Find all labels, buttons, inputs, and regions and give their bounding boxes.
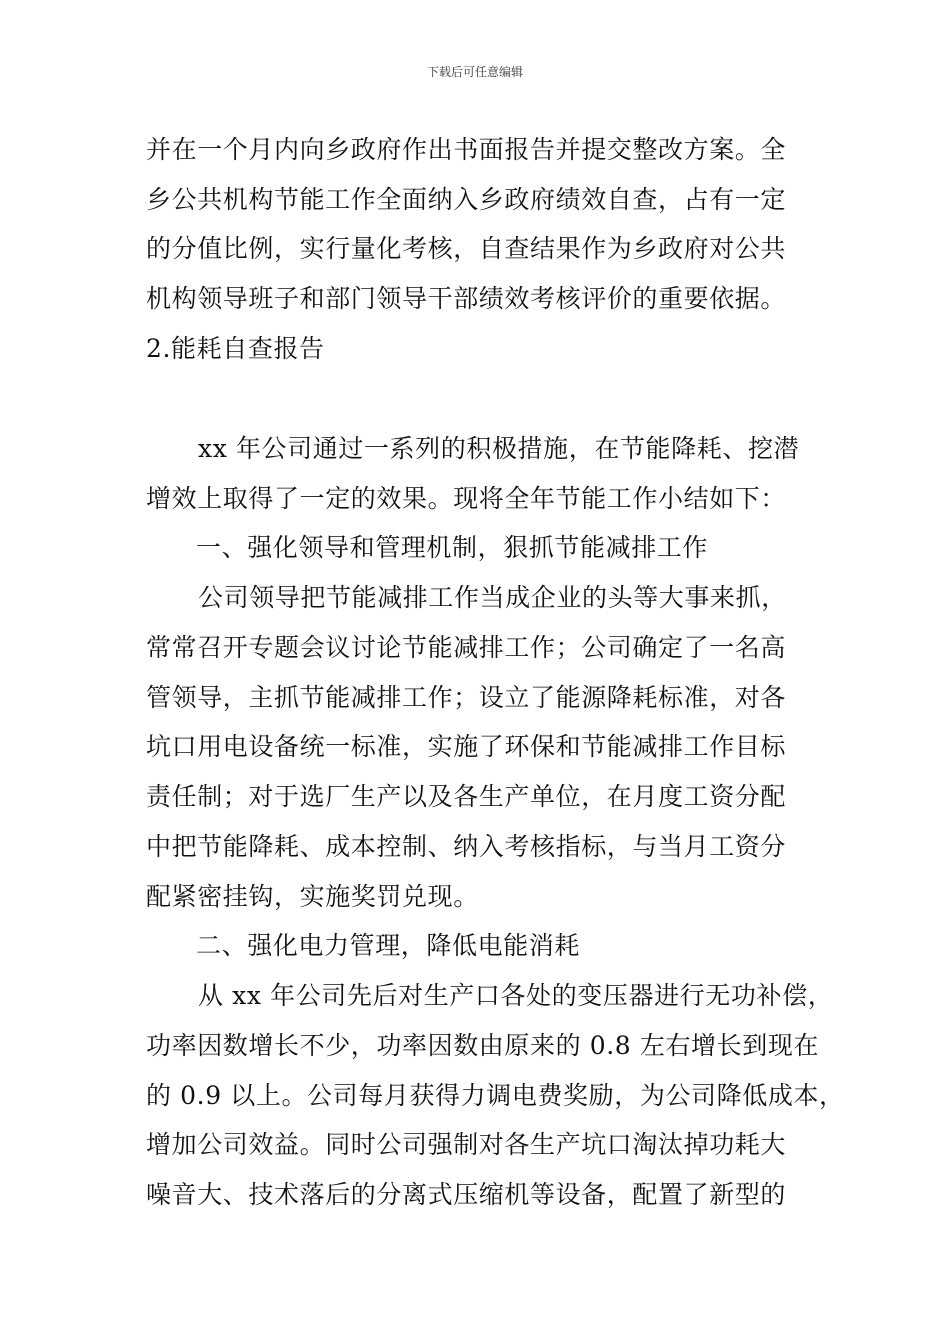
text-line: 责任制；对于选厂生产以及各生产单位，在月度工资分配 (146, 782, 787, 811)
text-line: 增效上取得了一定的效果。现将全年节能工作小结如下： (146, 484, 787, 513)
section-heading: 2.能耗自查报告 (146, 334, 325, 363)
text-line: 常常召开专题会议讨论节能减排工作；公司确定了一名高 (146, 633, 787, 662)
text-line: 噪音大、技术落后的分离式压缩机等设备，配置了新型的 (146, 1180, 787, 1209)
text-line: 的分值比例，实行量化考核，自查结果作为乡政府对公共 (146, 234, 787, 263)
text-line: 管领导，主抓节能减排工作；设立了能源降耗标准，对各 (146, 683, 787, 712)
page-header-note: 下载后可任意编辑 (426, 65, 523, 79)
text-line: 机构领导班子和部门领导干部绩效考核评价的重要依据。 (146, 284, 787, 313)
text-line: 中把节能降耗、成本控制、纳入考核指标，与当月工资分 (146, 832, 787, 861)
text-line: 从 xx 年公司先后对生产口各处的变压器进行无功补偿， (198, 981, 834, 1010)
text-line: 坑口用电设备统一标准，实施了环保和节能减排工作目标 (146, 732, 787, 761)
text-line: 乡公共机构节能工作全面纳入乡政府绩效自查，占有一定 (146, 185, 787, 214)
text-line: 功率因数增长不少，功率因数由原来的 0.8 左右增长到现在 (146, 1031, 820, 1060)
text-line: 公司领导把节能减排工作当成企业的头等大事来抓， (198, 583, 787, 612)
text-line: 的 0.9 以上。公司每月获得力调电费奖励，为公司降低成本， (146, 1081, 845, 1110)
text-line: 增加公司效益。同时公司强制对各生产坑口淘汰掉功耗大 (146, 1130, 787, 1159)
text-line: 并在一个月内向乡政府作出书面报告并提交整改方案。全 (146, 135, 787, 164)
text-line: xx 年公司通过一系列的积极措施，在节能降耗、挖潜 (198, 434, 800, 463)
subheading-one: 一、强化领导和管理机制，狠抓节能减排工作 (196, 533, 709, 562)
text-line: 配紧密挂钩，实施奖罚兑现。 (146, 882, 479, 911)
subheading-two: 二、强化电力管理，降低电能消耗 (196, 931, 581, 960)
